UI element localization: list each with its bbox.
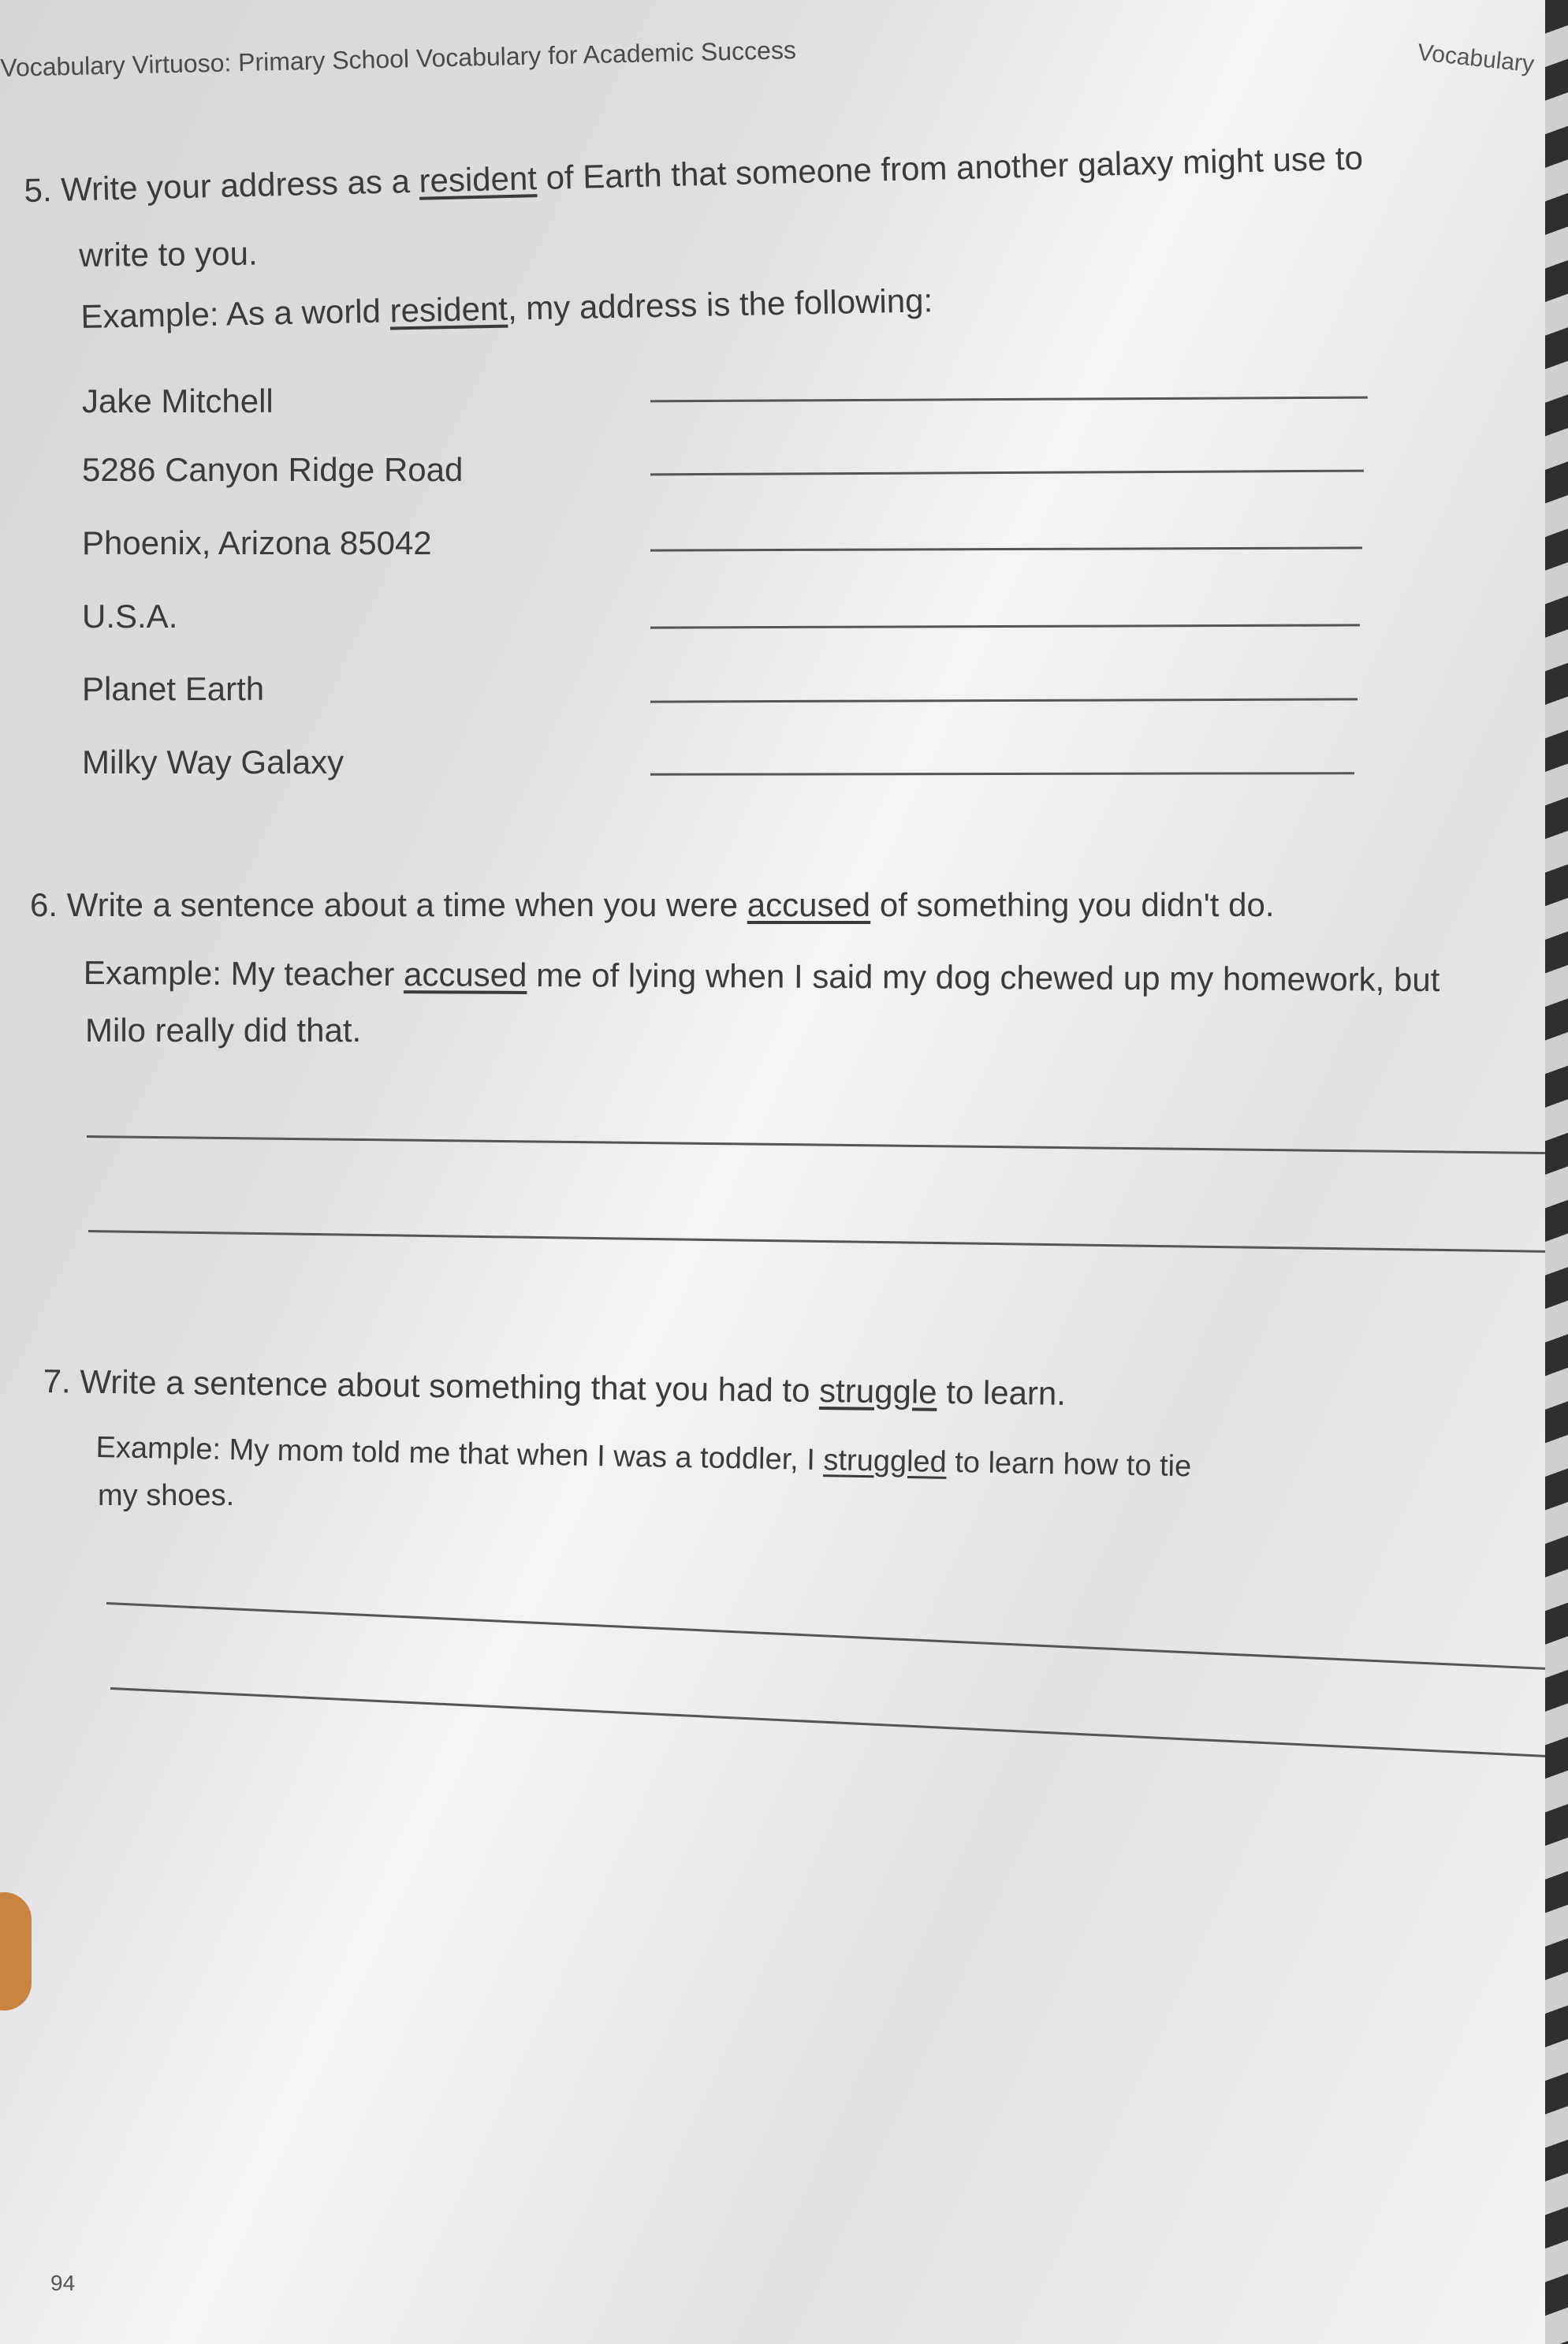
q6-example-word: accused bbox=[403, 956, 527, 993]
q5-example: Example: As a world resident, my address is the following: bbox=[80, 281, 933, 335]
answer-line[interactable] bbox=[650, 470, 1364, 476]
q5-vocab-word: resident bbox=[418, 159, 538, 199]
answer-line[interactable] bbox=[650, 772, 1354, 776]
answer-line[interactable] bbox=[88, 1230, 1547, 1253]
q7-example-line2: my shoes. bbox=[98, 1479, 235, 1512]
q7-vocab-word: struggle bbox=[818, 1372, 937, 1410]
q6-example-line2: Milo really did that. bbox=[85, 1012, 362, 1049]
answer-line[interactable] bbox=[87, 1135, 1545, 1154]
q7-example-word: struggled bbox=[823, 1444, 948, 1479]
background-edge bbox=[1545, 0, 1568, 2344]
q6-example: Example: My teacher accused me of lying when I said my dog chewed up my homework, but bbox=[83, 954, 1440, 999]
address-line: Milky Way Galaxy bbox=[82, 743, 345, 781]
address-line: Phoenix, Arizona 85042 bbox=[82, 524, 432, 561]
address-line: Planet Earth bbox=[82, 670, 265, 707]
q5-prompt-line2: write to you. bbox=[79, 234, 258, 274]
q7-number: 7. bbox=[43, 1362, 72, 1400]
answer-line[interactable] bbox=[106, 1602, 1548, 1670]
page-number: 94 bbox=[50, 2271, 76, 2295]
q5-number: 5. bbox=[24, 171, 53, 209]
q7-example: Example: My mom told me that when I was a toddler, I struggled to learn how to tie bbox=[95, 1431, 1192, 1484]
book-title: Vocabulary Virtuoso: Primary School Vocabulary for Academic Success bbox=[0, 35, 797, 82]
q6-prompt: 6. Write a sentence about a time when you were accused of something you didn't do. bbox=[30, 886, 1275, 923]
section-label: Vocabulary bbox=[1416, 39, 1536, 78]
q5-prompt: 5. Write your address as a resident of Earth that someone from another galaxy might use to bbox=[24, 139, 1364, 209]
answer-line[interactable] bbox=[650, 397, 1368, 403]
address-line: Jake Mitchell bbox=[82, 382, 274, 419]
q6-number: 6. bbox=[30, 886, 58, 923]
q7-prompt: 7. Write a sentence about something that you had to struggle to learn. bbox=[43, 1362, 1067, 1412]
q6-vocab-word: accused bbox=[747, 886, 871, 923]
address-line: 5286 Canyon Ridge Road bbox=[82, 451, 464, 488]
answer-line[interactable] bbox=[650, 698, 1358, 702]
address-line: U.S.A. bbox=[82, 598, 178, 635]
finger-edge bbox=[0, 1892, 32, 2010]
q5-example-word: resident bbox=[389, 289, 508, 330]
answer-line[interactable] bbox=[650, 624, 1360, 628]
answer-line[interactable] bbox=[650, 546, 1362, 551]
answer-line[interactable] bbox=[110, 1687, 1549, 1757]
